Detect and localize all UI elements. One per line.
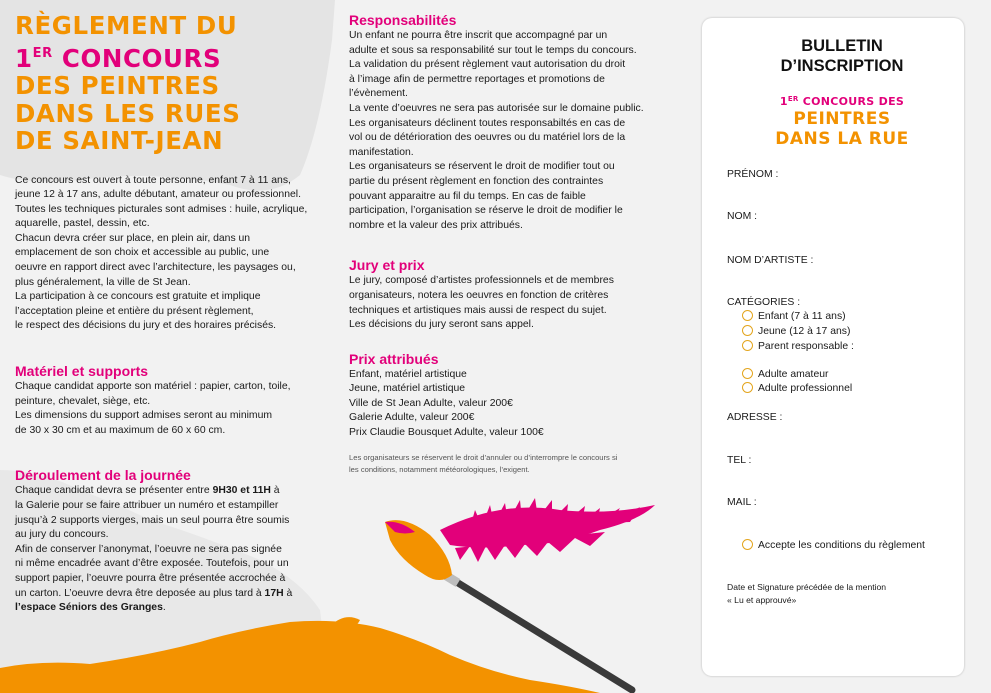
option-label: Adulte professionnel <box>758 383 853 394</box>
option-jeune[interactable] <box>742 325 850 339</box>
radio-circle-icon[interactable] <box>742 368 753 379</box>
deroulement-text: un carton. L’oeuvre devra être deposée au plus tard à <box>15 587 265 599</box>
intro-line: Chacun devra créer sur place, en plein air, dans un <box>15 232 251 244</box>
deroulement-line: ni même encadrée avant d’être exposée. Toutefois, pour un <box>15 558 289 570</box>
responsabilites-line: pouvant apparaitre au fil du temps. En cas de faible <box>349 190 586 202</box>
deroulement-text: . <box>162 602 166 614</box>
responsabilites-line: La vente d’oeuvres ne sera pas autorisée sur le domaine public. <box>349 102 644 114</box>
responsabilites-line: nombre et la valeur des prix attribués. <box>349 219 523 231</box>
prix-list <box>349 368 659 441</box>
radio-circle-icon[interactable] <box>742 539 753 550</box>
form-subtitle-rest: CONCOURS DES <box>798 95 905 108</box>
intro-line: l’acceptation pleine et entière du présent règlement, <box>15 305 254 317</box>
deroulement-text: à <box>283 587 293 599</box>
responsabilites-line: Un enfant ne pourra être inscrit que accompagné par un <box>349 30 608 41</box>
intro-line: Ce concours est ouvert à toute personne, enfant 7 à 11 ans, <box>15 174 291 186</box>
option-adulte-professionnel[interactable] <box>742 382 852 396</box>
title-line-3: DES PEINTRES <box>15 71 220 100</box>
prix-item: Jeune, matériel artistique <box>349 383 466 395</box>
adresse-field-label[interactable]: ADRESSE : <box>727 412 783 423</box>
disclaimer-line: les conditions, notamment météorologiques, l’exigent. <box>349 465 530 475</box>
responsabilites-line: à l’image afin de permettre reportages et promotions de <box>349 73 605 85</box>
section-title-responsabilites: Responsabilités <box>349 12 457 28</box>
form-title-line-2: D’INSCRIPTION <box>780 57 904 75</box>
jury-line: organisateurs, notera les oeuvres en fonction de critères <box>349 289 609 301</box>
intro-line: plus généralement, la ville de St Jean. <box>15 276 191 288</box>
radio-circle-icon[interactable] <box>742 340 753 351</box>
jury-line: techniques et artistiques mais aussi de respect du sujet. <box>349 304 607 316</box>
title-ordinal-number: 1 <box>15 43 33 73</box>
intro-line: aquarelle, pastel, dessin, etc. <box>15 218 150 230</box>
form-subtitle-line-2: PEINTRES <box>793 109 891 129</box>
responsabilites-line: adulte et sous sa responsabilité sur tout le temps du concours. <box>349 44 637 56</box>
intro-line: le respect des décisions du jury et des horaires précisés. <box>15 320 277 332</box>
responsabilites-line: La validation du présent règlement vaut autorisation du droit <box>349 59 626 71</box>
accept-conditions-checkbox[interactable] <box>742 539 925 553</box>
intro-paragraph <box>15 174 323 335</box>
radio-circle-icon[interactable] <box>742 310 753 321</box>
mail-field-label[interactable]: MAIL : <box>727 497 757 508</box>
jury-line: Les décisions du jury seront sans appel. <box>349 319 534 331</box>
deroulement-paragraph <box>15 484 323 615</box>
responsabilites-line: Les organisateurs se réservent le droit de modifier tout ou <box>349 161 615 173</box>
deroulement-line <box>15 601 323 616</box>
disclaimer-line: Les organisateurs se réservent le droit d’annuler ou d’interrompre le concours si <box>349 452 618 462</box>
responsabilites-paragraph <box>349 29 659 233</box>
magenta-paint-stroke <box>440 498 655 562</box>
title-ordinal-suffix: ER <box>32 45 53 61</box>
intro-line: La participation à ce concours est gratuite et implique <box>15 291 261 303</box>
responsabilites-line: Les organisateurs déclinent toutes responsabiltés en cas de <box>349 117 626 129</box>
form-subtitle <box>702 92 982 149</box>
middle-column <box>349 12 659 484</box>
responsabilites-line: participation, l’organisation se réserve le droit de modifier le <box>349 205 623 217</box>
deposit-hour: 17H <box>264 587 284 599</box>
title-line-2 <box>15 40 323 73</box>
radio-circle-icon[interactable] <box>742 325 753 336</box>
form-ordinal-number: 1 <box>779 95 788 108</box>
deroulement-text: à <box>270 485 280 497</box>
signature-line-1: Date et Signature précédée de la mention <box>727 582 887 592</box>
title-line-1: RÈGLEMENT DU <box>15 11 238 40</box>
materiel-line: de 30 x 30 cm et au maximum de 60 x 60 cm. <box>15 424 226 436</box>
deroulement-line: la Galerie pour se faire attribuer un numéro et estampiller <box>15 500 279 511</box>
form-title <box>702 36 982 76</box>
intro-line: Toutes les techniques picturales sont admises : huile, acrylique, <box>15 203 308 215</box>
section-title-materiel: Matériel et supports <box>15 363 149 380</box>
materiel-line: peinture, chevalet, siège, etc. <box>15 395 151 407</box>
form-title-line-1: BULLETIN <box>801 37 883 55</box>
disclaimer <box>349 452 659 477</box>
option-label: Jeune (12 à 17 ans) <box>758 326 851 337</box>
option-label: Enfant (7 à 11 ans) <box>758 311 846 322</box>
main-title <box>15 12 323 155</box>
signature-line-2: « Lu et approuvé» <box>727 594 797 605</box>
title-line-2-rest: CONCOURS <box>52 43 222 73</box>
materiel-line: Chaque candidat apporte son matériel : papier, carton, toile, <box>15 381 291 393</box>
section-title-jury: Jury et prix <box>349 257 425 274</box>
form-subtitle-line-1 <box>702 92 982 109</box>
signature-instructions <box>727 581 886 606</box>
option-parent-responsable[interactable] <box>742 340 854 354</box>
nom-field-label[interactable]: NOM : <box>727 211 758 222</box>
radio-circle-icon[interactable] <box>742 382 753 393</box>
responsabilites-line: l’évènement. <box>349 88 408 100</box>
materiel-paragraph <box>15 380 323 438</box>
intro-line: jeune 12 à 17 ans, adulte débutant, amateur ou professionnel. <box>15 189 301 201</box>
form-ordinal-suffix: ER <box>787 95 799 103</box>
section-title-deroulement: Déroulement de la journée <box>15 467 191 484</box>
deroulement-text: Chaque candidat devra se présenter entre <box>15 485 213 497</box>
deroulement-line: Afin de conserver l’anonymat, l’oeuvre ne sera pas signée <box>15 543 282 555</box>
tel-field-label[interactable]: TEL : <box>727 455 752 466</box>
arrival-hours: 9H30 et 11H <box>212 485 271 497</box>
deroulement-line: au jury du concours. <box>15 529 109 541</box>
option-enfant[interactable] <box>742 310 846 324</box>
deroulement-line <box>15 587 323 602</box>
prix-item: Prix Claudie Bousquet Adulte, valeur 100€ <box>349 427 544 439</box>
section-title-prix: Prix attribués <box>349 350 439 367</box>
title-line-5: DE SAINT-JEAN <box>15 126 224 155</box>
accept-conditions-label: Accepte les conditions du règlement <box>758 540 925 551</box>
option-label: Adulte amateur <box>758 369 829 380</box>
form-subtitle-line-3: DANS LA RUE <box>775 129 909 149</box>
registration-form-card <box>702 18 964 676</box>
title-line-4: DANS LES RUES <box>15 98 241 128</box>
prix-item: Enfant, matériel artistique <box>349 368 467 380</box>
jury-paragraph <box>349 274 659 332</box>
intro-line: oeuvre en rapport direct avec l’architecture, les paysages ou, <box>15 262 296 274</box>
option-adulte-amateur[interactable] <box>742 368 828 382</box>
prix-item: Galerie Adulte, valeur 200€ <box>349 412 475 424</box>
categories-label: CATÉGORIES : <box>727 297 801 308</box>
prenom-field-label[interactable]: PRÉNOM : <box>727 169 779 180</box>
materiel-line: Les dimensions du support admises seront au minimum <box>15 410 273 422</box>
intro-line: emplacement de son choix et accessible au public, une <box>15 247 270 259</box>
deroulement-line: support papier, l’oeuvre pourra être présentée accrochée à <box>15 572 286 584</box>
responsabilites-line: vol ou de détérioration des oeuvres ou du matériel lors de la <box>349 132 626 144</box>
deroulement-line <box>15 484 323 499</box>
jury-line: Le jury, composé d’artistes professionnels et de membres <box>349 275 614 287</box>
deposit-location: l’espace Séniors des Granges <box>15 602 163 614</box>
responsabilites-line: partie du présent règlement en fonction des contraintes <box>349 175 604 187</box>
option-label: Parent responsable : <box>758 341 854 352</box>
responsabilites-line: manifestation. <box>349 146 414 158</box>
nom-artiste-field-label[interactable]: NOM D’ARTISTE : <box>727 255 814 266</box>
prix-item: Ville de St Jean Adulte, valeur 200€ <box>349 397 513 409</box>
left-column <box>15 12 323 616</box>
deroulement-line: jusqu’à 2 supports vierges, mais un seul pourra être soumis <box>15 514 290 526</box>
